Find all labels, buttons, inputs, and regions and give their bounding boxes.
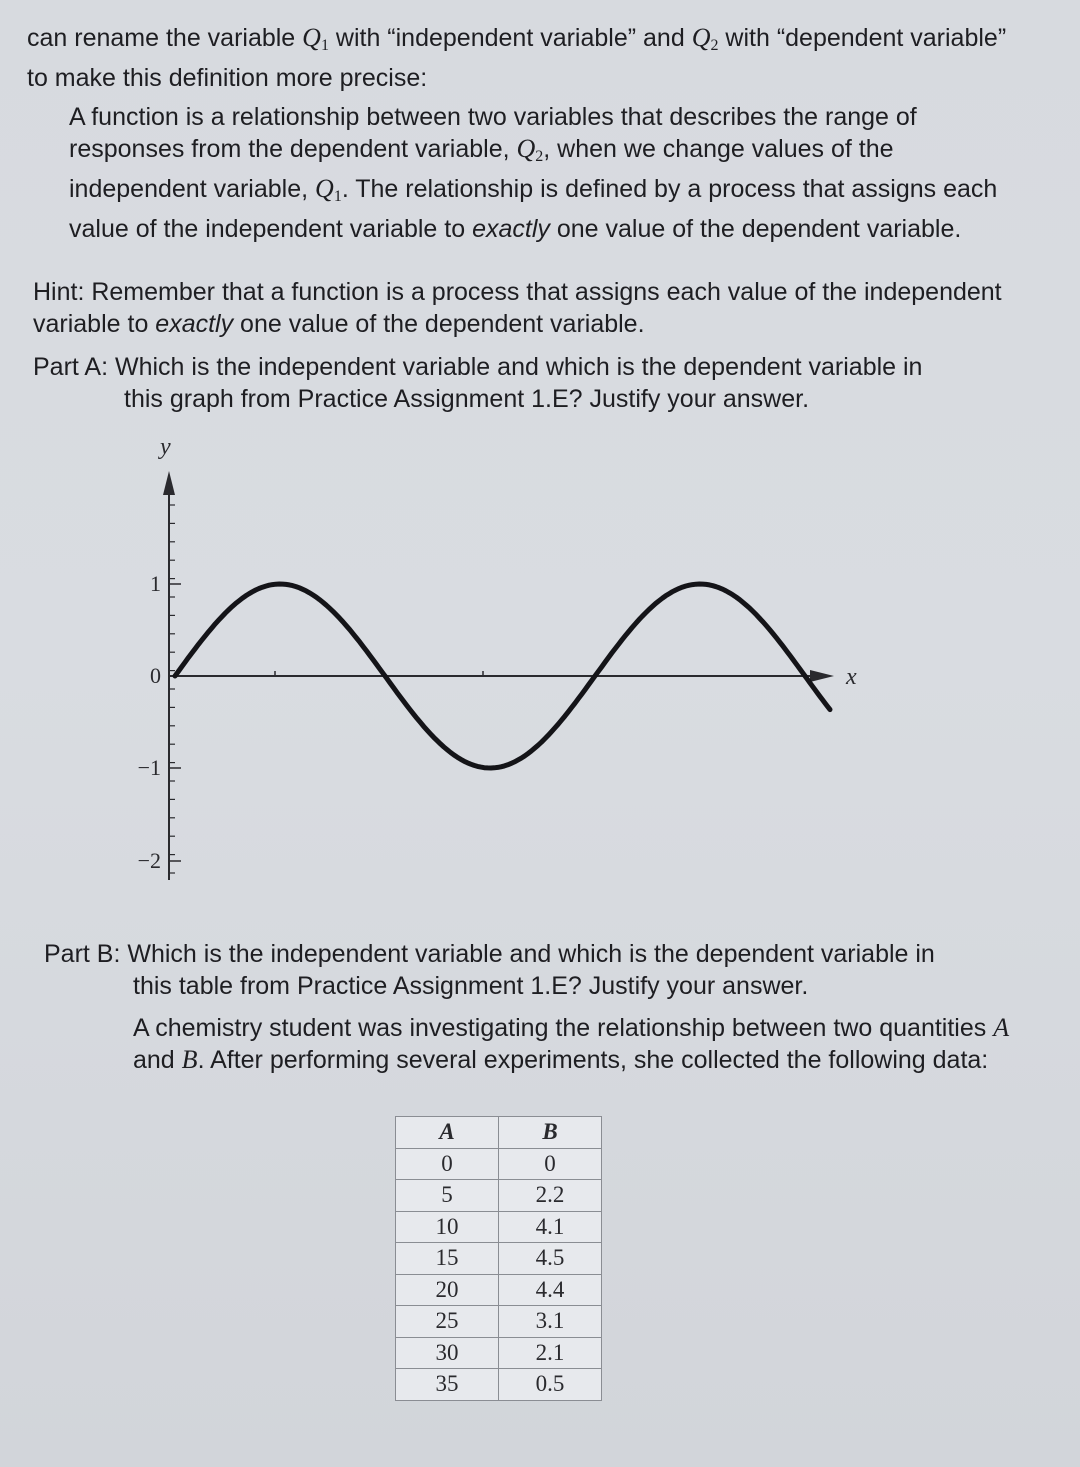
cell-a: 20 — [396, 1274, 499, 1306]
part-a-question: Part A: Which is the independent variable and which is the dependent variable in this graph from Practice Assignment 1.E? Justify your answer. — [33, 353, 923, 413]
data-table — [395, 1116, 602, 1401]
y-axis-label: y — [160, 434, 171, 460]
cell-b: 0.5 — [499, 1369, 602, 1401]
y-axis-arrow-icon — [163, 471, 175, 495]
intro-paragraph — [27, 22, 1027, 94]
table-row — [396, 1180, 602, 1212]
table-row — [396, 1274, 602, 1306]
graph-axes — [138, 434, 857, 880]
var-q2: $Q_2$ — [516, 134, 544, 165]
function-definition: A function is a relationship between two variables that describes the range of responses from the dependent variable, $Q_2$, when we change values of the independent variable, $Q_1$. The relationship is defined by a process that assigns each value of the independent variable to exactly one value of the dependent variable. — [69, 103, 998, 243]
cell-a: 25 — [396, 1306, 499, 1338]
cell-b: 4.5 — [499, 1243, 602, 1275]
intro-text-2: with “independent variable” and — [328, 24, 692, 52]
column-header-a: A — [396, 1117, 499, 1149]
emphasis-exactly: exactly — [472, 215, 550, 243]
y-tick-label-neg2: −2 — [137, 848, 161, 873]
x-axis-arrow-icon — [810, 670, 834, 682]
cell-b: 2.1 — [499, 1337, 602, 1369]
cell-b: 2.2 — [499, 1180, 602, 1212]
table-header-row — [396, 1117, 602, 1149]
table-row — [396, 1211, 602, 1243]
sine-graph — [120, 425, 880, 895]
table-row — [396, 1337, 602, 1369]
part-b-question: Part B: Which is the independent variable and which is the dependent variable in this table from Practice Assignment 1.E? Justify your answer. — [44, 940, 935, 1000]
intro-text-1: can rename the variable — [27, 24, 303, 52]
y-tick-label-0: 0 — [150, 663, 161, 688]
intro-text-3: with “dependent variable” to make this definition more precise: — [27, 24, 1007, 92]
cell-a: 15 — [396, 1243, 499, 1275]
part-b-context: A chemistry student was investigating the relationship between two quantities A and B. After performing several experiments, she collected the following data: — [133, 1013, 1010, 1074]
cell-b: 4.1 — [499, 1211, 602, 1243]
table-row — [396, 1306, 602, 1338]
cell-a: 0 — [396, 1148, 499, 1180]
var-q1: $Q_1$ — [315, 174, 342, 205]
y-minor-ticks — [169, 505, 175, 873]
column-header-b: B — [499, 1117, 602, 1149]
x-axis-label: x — [846, 664, 857, 690]
hint-paragraph: Hint: Remember that a function is a process that assigns each value of the independent variable to exactly one value of the dependent variable. — [33, 278, 1002, 338]
cell-a: 30 — [396, 1337, 499, 1369]
var-q2: $Q_2$ — [691, 23, 719, 54]
var-a: A — [993, 1013, 1010, 1042]
table-row — [396, 1369, 602, 1401]
y-tick-label-1: 1 — [150, 571, 161, 596]
table-row — [396, 1243, 602, 1275]
emphasis-exactly: exactly — [155, 310, 234, 338]
cell-a: 10 — [396, 1211, 499, 1243]
cell-b: 0 — [499, 1148, 602, 1180]
y-tick-label-neg1: −1 — [137, 755, 161, 780]
cell-b: 4.4 — [499, 1274, 602, 1306]
cell-b: 3.1 — [499, 1306, 602, 1338]
var-b: B — [181, 1045, 198, 1074]
var-q1: $Q_1$ — [302, 23, 329, 54]
table-row — [396, 1148, 602, 1180]
cell-a: 5 — [396, 1180, 499, 1212]
cell-a: 35 — [396, 1369, 499, 1401]
